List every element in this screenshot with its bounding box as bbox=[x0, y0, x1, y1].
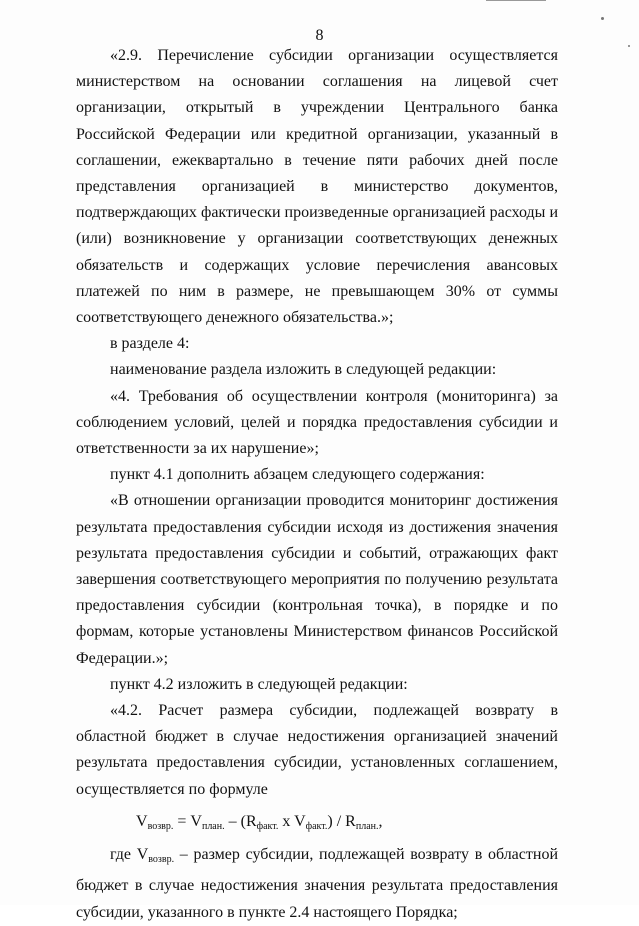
paragraph-section-title-instruction: наименование раздела изложить в следующей редакции: bbox=[110, 361, 497, 379]
paragraph-section-4: в разделе 4: bbox=[110, 335, 190, 353]
paragraph-4-1-text: «В отношении организации проводится мониторинг достижения результата предоставления субсидии исходя из достижения значения результата предоставления субсидии и событий, отражающих факт завершения соответствующего мероприятия по получению результата предоставления субсидии (контрольная точка), в порядке и по формам, которые установлены Министерством финансов Российской Федерации.»; bbox=[76, 492, 558, 667]
paragraph-section-title: «4. Требования об осуществлении контроля (мониторинга) за соблюдением условий, целей и порядка предоставления субсидии и ответственности за их нарушение»; bbox=[76, 387, 558, 458]
formula-sub: возвр. bbox=[147, 820, 174, 832]
formula-v: V bbox=[136, 812, 148, 830]
formula-sub: план. bbox=[201, 820, 225, 832]
formula-sub: план. bbox=[355, 820, 379, 832]
paragraph-2-9: «2.9. Перечисление субсидии организации осуществляется министерством на основании соглашения на лицевой счет организации, открытый в учреждении Центрального банка Российской Федерации или кредитной организации, указанный в соглашении, ежеквартально в течение пяти рабочих дней после представления организацией в министерство документов, подтверждающих фактически произведенные организацией расходы и (или) возникновение у организации соответствующих денежных обязательств и содержащих условие перечисления авансовых платежей по ним в размере, не превышающем 30% от суммы соответствующего денежного обязательства.»; bbox=[76, 47, 558, 327]
refund-formula bbox=[76, 809, 558, 840]
paragraph-4-1-instruction: пункт 4.1 дополнить абзацем следующего содержания: bbox=[110, 466, 485, 484]
document-body bbox=[76, 43, 558, 926]
paragraph-formula-explanation bbox=[76, 842, 558, 926]
formula-part: x V bbox=[278, 812, 306, 830]
scan-speck bbox=[628, 45, 630, 47]
page-number: 8 bbox=[315, 27, 324, 44]
paragraph-4-2-instruction: пункт 4.2 изложить в следующей редакции: bbox=[110, 675, 408, 693]
explanation-sub: возвр. bbox=[148, 854, 175, 866]
explanation-lead: где V bbox=[110, 846, 149, 864]
explanation-rest: – размер субсидии, подлежащей возврату в областной бюджет в случае недостижения значения результата предоставления субсидии, указанного в пункте 2.4 настоящего Порядка; bbox=[76, 846, 559, 921]
formula-part: ) / R bbox=[327, 812, 356, 830]
scan-speck bbox=[601, 17, 604, 20]
formula-part: , bbox=[378, 812, 383, 830]
scan-artifact-line bbox=[486, 0, 546, 1]
formula-sub: факт. bbox=[256, 820, 279, 832]
formula-part: – (R bbox=[224, 812, 257, 830]
formula-sub: факт. bbox=[305, 820, 328, 832]
formula-part: = V bbox=[173, 812, 202, 830]
paragraph-4-2-text: «4.2. Расчет размера субсидии, подлежащей возврату в областной бюджет в случае недостижения организацией значений результата предоставления субсидии, установленных соглашением, осуществляется по формуле bbox=[76, 702, 558, 798]
